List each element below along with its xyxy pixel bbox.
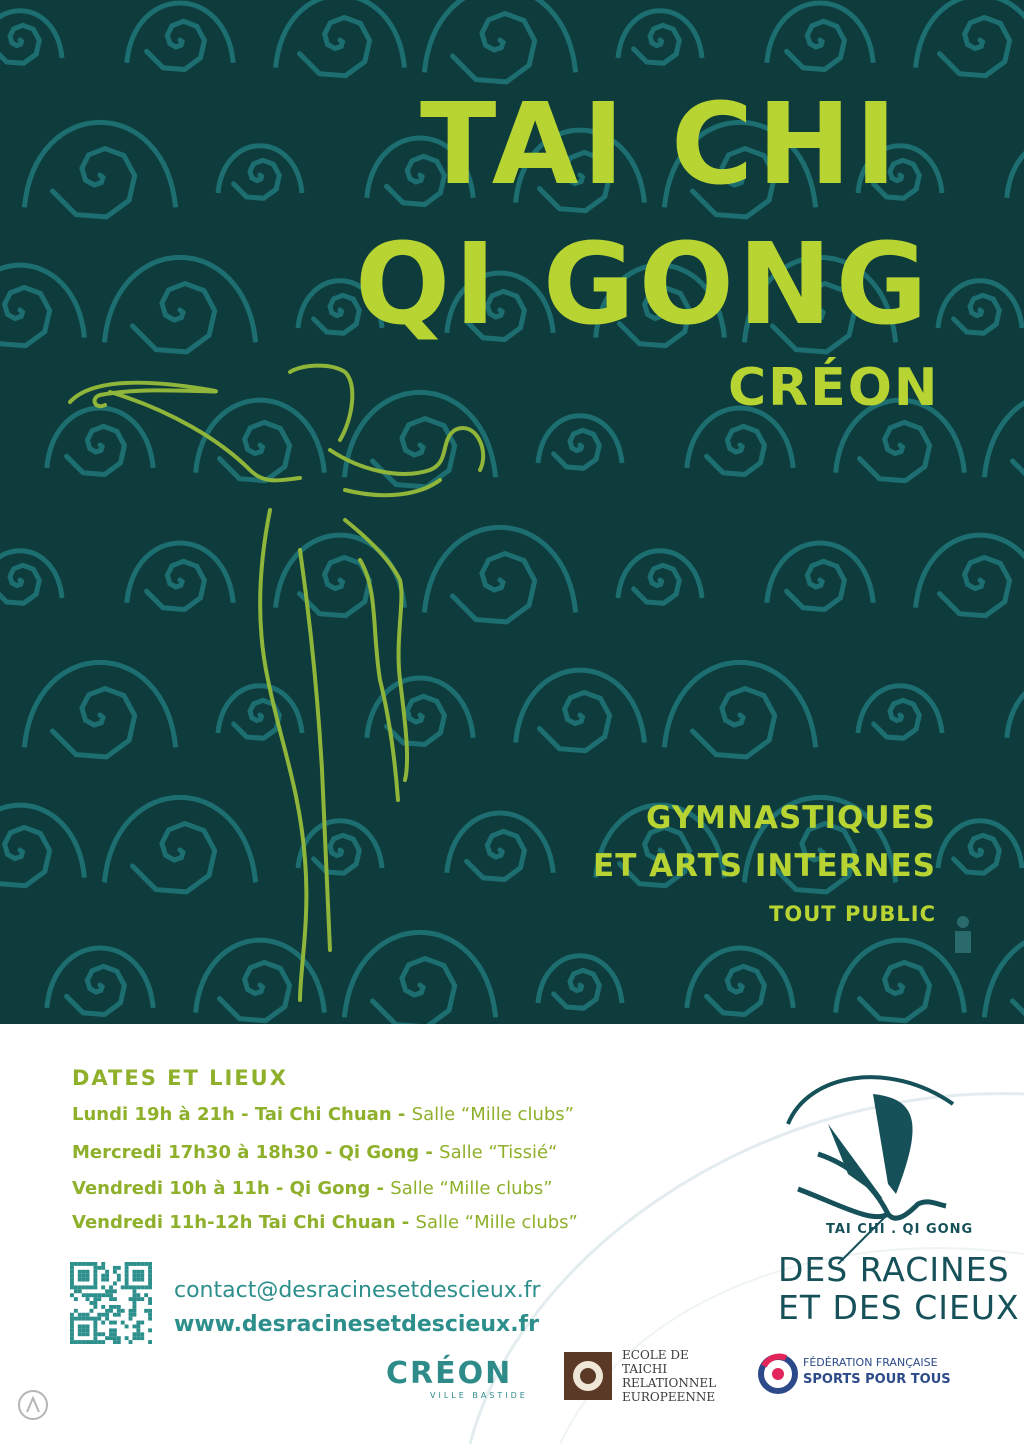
schedule-row [72, 1212, 578, 1233]
ecole-logo-text [622, 1348, 716, 1404]
info-panel [0, 1024, 1024, 1444]
schedule-row [72, 1178, 553, 1199]
artist-signature-icon [952, 914, 974, 956]
subtitle-arts-internes: ET ARTS INTERNES [593, 848, 936, 884]
ecole-line: ECOLE DE [622, 1348, 689, 1362]
title-creon: CRÉON [728, 358, 940, 418]
subtitle-tout-public: TOUT PUBLIC [769, 902, 936, 926]
schedule-when: Vendredi 11h-12h Tai Chi Chuan - [72, 1212, 416, 1233]
ecole-line: EUROPEENNE [622, 1390, 716, 1404]
schedule-row [72, 1104, 574, 1125]
association-tagline: TAI CHI . QI GONG [826, 1222, 974, 1237]
schedule-row [72, 1142, 557, 1163]
schedule-venue: Salle “Mille clubs” [411, 1104, 574, 1125]
schedule-venue: Salle “Tissié“ [439, 1142, 558, 1163]
schedule-when: Lundi 19h à 21h - Tai Chi Chuan - [72, 1104, 412, 1125]
website-link[interactable]: www.desracinesetdescieux.fr [174, 1312, 539, 1337]
schedule-when: Mercredi 17h30 à 18h30 - Qi Gong - [72, 1142, 440, 1163]
ffsp-logo-line2: SPORTS POUR TOUS [803, 1372, 951, 1387]
schedule-venue: Salle “Mille clubs” [415, 1212, 578, 1233]
schedule-when: Vendredi 10h à 11h - Qi Gong - [72, 1178, 391, 1199]
contact-email-link[interactable]: contact@desracinesetdescieux.fr [174, 1278, 541, 1303]
ffsp-logo-icon [756, 1352, 800, 1396]
ffsp-logo-line1: FÉDÉRATION FRANÇAISE [803, 1356, 938, 1369]
schedule-venue: Salle “Mille clubs” [390, 1178, 553, 1199]
qr-code-icon[interactable] [70, 1262, 152, 1344]
association-name-line2: ET DES CIEUX [778, 1288, 1020, 1327]
ecole-line: TAICHI [622, 1362, 668, 1376]
partner-logo-icon [16, 1388, 50, 1422]
ecole-line: RELATIONNEL [622, 1376, 717, 1390]
dates-heading: DATES ET LIEUX [72, 1066, 288, 1090]
creon-logo: CRÉON [386, 1356, 513, 1391]
creon-logo-subtitle: VILLE BASTIDE [430, 1391, 528, 1400]
ecole-logo-icon [562, 1350, 614, 1402]
association-name-line1: DES RACINES [778, 1250, 1010, 1289]
subtitle-gymnastiques: GYMNASTIQUES [645, 800, 936, 836]
title-qi-gong: QI GONG [355, 220, 932, 350]
title-tai-chi: TAI CHI [420, 80, 901, 210]
